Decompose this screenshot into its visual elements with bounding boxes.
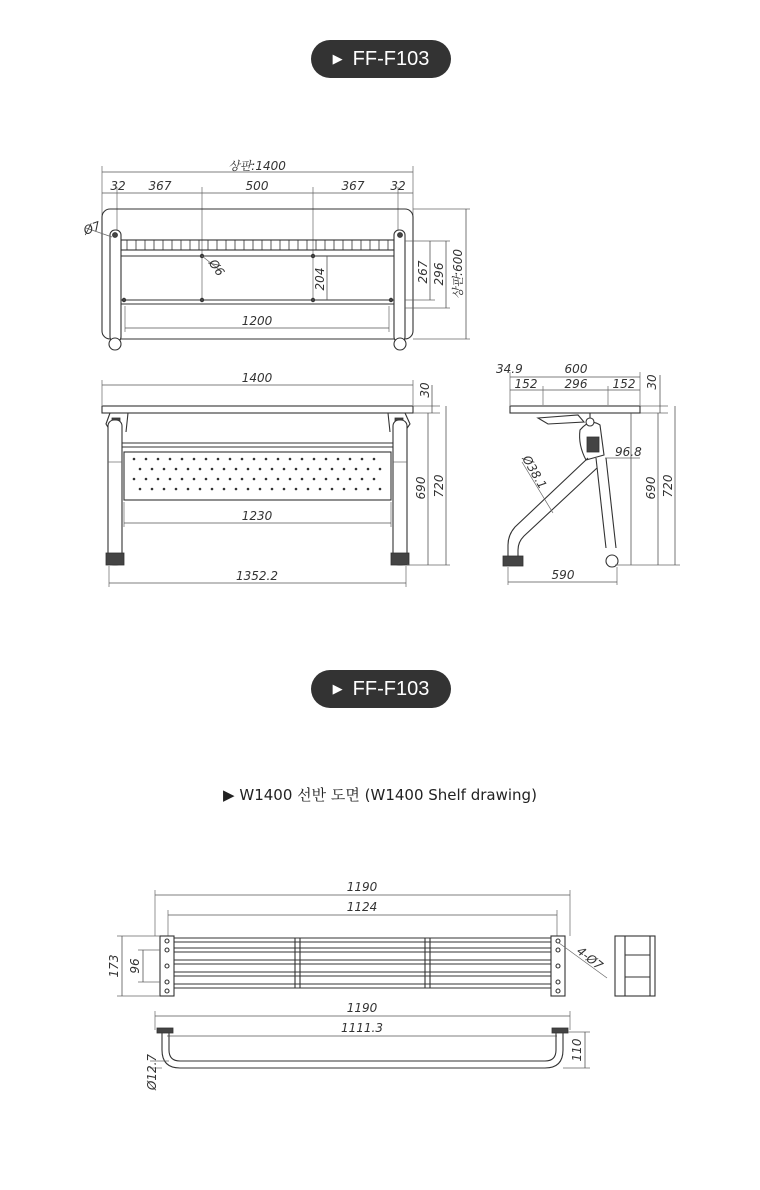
side-total-height-label: 720 bbox=[661, 474, 675, 498]
frame-width-label: 1200 bbox=[241, 314, 273, 328]
panel-width-label: 1230 bbox=[241, 509, 273, 523]
seg-label: 367 bbox=[341, 179, 365, 193]
shelf-drawing-caption: ▶ W1400 선반 도면 (W1400 Shelf drawing) bbox=[223, 786, 537, 804]
shelf-end-detail bbox=[615, 936, 655, 996]
side-frame-height-label: 690 bbox=[644, 476, 658, 500]
front-top-width-label: 1400 bbox=[241, 371, 273, 385]
shelf-outer-width-label: 1190 bbox=[346, 880, 378, 894]
shelf-front-view bbox=[145, 1001, 590, 1091]
front-thickness-label: 30 bbox=[418, 382, 432, 398]
top-view bbox=[81, 159, 470, 350]
pipe-label: Ø6 bbox=[205, 256, 228, 279]
shelf-top-view bbox=[107, 880, 655, 996]
shelf-front-inner-width-label: 1111.3 bbox=[341, 1021, 383, 1035]
shelf-front-outer-width-label: 1190 bbox=[346, 1001, 378, 1015]
side-seg-label: 296 bbox=[564, 377, 588, 391]
seg-label: 367 bbox=[148, 179, 172, 193]
side-seg-label: 152 bbox=[514, 377, 538, 391]
inner-dim-label: 204 bbox=[313, 267, 327, 291]
seg-label: 32 bbox=[390, 179, 406, 193]
caption-text: W1400 선반 도면 (W1400 Shelf drawing) bbox=[239, 786, 537, 804]
side-pipe-label: Ø38.1 bbox=[519, 453, 550, 492]
play-triangle-icon: ▶ bbox=[332, 51, 343, 66]
product-code-label: FF-F103 bbox=[352, 677, 430, 700]
play-triangle-icon: ▶ bbox=[332, 681, 343, 696]
side-seg-label: 152 bbox=[612, 377, 636, 391]
top-width-label: 상판:1400 bbox=[228, 159, 286, 173]
side-thickness-label: 30 bbox=[645, 374, 659, 390]
shelf-height-label: 110 bbox=[570, 1038, 584, 1062]
shelf-inner-width-label: 1124 bbox=[346, 900, 378, 914]
inner-dim-label: 267 bbox=[416, 260, 430, 284]
shelf-rod-label: Ø12.7 bbox=[145, 1053, 159, 1091]
hole-label: Ø7 bbox=[81, 218, 103, 238]
foot-span-label: 1352.2 bbox=[236, 569, 278, 583]
base-depth-label: 590 bbox=[551, 568, 575, 582]
total-height-label: 720 bbox=[432, 474, 446, 498]
inner-dim-label: 296 bbox=[432, 262, 446, 286]
depth-label: 상판:600 bbox=[451, 248, 465, 300]
bracket-drop-label: 96.8 bbox=[615, 445, 642, 459]
shelf-depth-inner-label: 96 bbox=[128, 958, 142, 974]
seg-label: 32 bbox=[110, 179, 126, 193]
side-view bbox=[496, 362, 680, 585]
side-offset-label: 34.9 bbox=[496, 362, 523, 376]
front-view bbox=[102, 371, 450, 587]
frame-height-label: 690 bbox=[414, 476, 428, 500]
shelf-hole-label: 4-Ø7 bbox=[574, 943, 606, 973]
side-depth-label: 600 bbox=[564, 362, 588, 376]
shelf-depth-outer-label: 173 bbox=[107, 954, 121, 978]
seg-label: 500 bbox=[245, 179, 269, 193]
product-code-label: FF-F103 bbox=[352, 47, 430, 70]
